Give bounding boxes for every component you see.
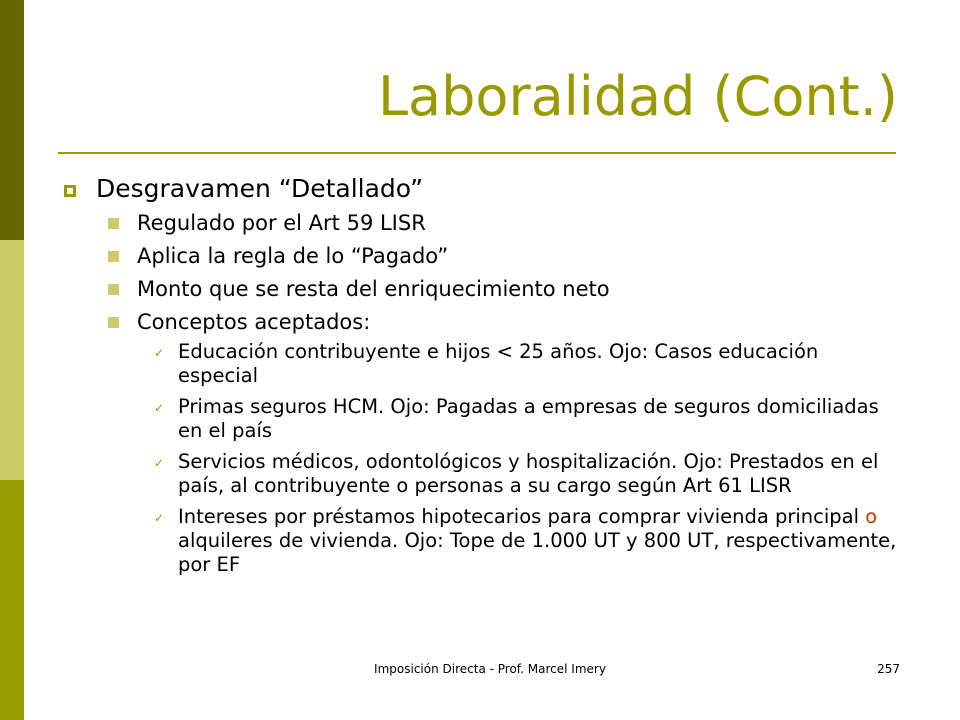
bullet-level3-text: Educación contribuyente e hijos < 25 años. Ojo: Casos educación especial bbox=[178, 340, 819, 387]
bullet-level3-text: Primas seguros HCM. Ojo: Pagadas a empresas de seguros domiciliadas en el país bbox=[178, 395, 879, 442]
footer-text: Imposición Directa - Prof. Marcel Imery bbox=[374, 662, 606, 676]
side-bar-middle bbox=[0, 240, 24, 480]
checkmark-icon: ✓ bbox=[154, 511, 165, 525]
bullet-level3-text: Servicios médicos, odontológicos y hospitalización. Ojo: Prestados en el país, al contribuyente o personas a su cargo según Art 61 LISR bbox=[178, 450, 879, 497]
bullet-level3-text-part2: alquileres de vivienda. Ojo: Tope de 1.000 UT y 800 UT, respectivamente, por EF bbox=[178, 529, 897, 576]
bullet-level3 bbox=[60, 450, 900, 498]
checkmark-icon: ✓ bbox=[154, 401, 165, 415]
hollow-square-bullet-icon bbox=[64, 185, 76, 197]
bullet-level2-text: Regulado por el Art 59 LISR bbox=[137, 211, 426, 235]
bullet-level2 bbox=[60, 307, 900, 337]
side-bar-bottom bbox=[0, 480, 24, 720]
bullet-level2 bbox=[60, 274, 900, 304]
bullet-level3 bbox=[60, 340, 900, 388]
bullet-level3 bbox=[60, 395, 900, 443]
square-bullet-icon bbox=[108, 251, 119, 262]
bullet-level1-text: Desgravamen “Detallado” bbox=[96, 174, 424, 203]
square-bullet-icon bbox=[108, 284, 119, 295]
slide-content bbox=[60, 172, 900, 584]
side-bar-top bbox=[0, 0, 24, 240]
bullet-level2-text: Conceptos aceptados: bbox=[137, 310, 371, 334]
checkmark-icon: ✓ bbox=[154, 456, 165, 470]
bullet-level3 bbox=[60, 505, 900, 577]
bullet-level3-text-part1: Intereses por préstamos hipotecarios para comprar vivienda principal bbox=[178, 505, 866, 528]
bullet-level2 bbox=[60, 208, 900, 238]
square-bullet-icon bbox=[108, 317, 119, 328]
page-number: 257 bbox=[877, 662, 900, 676]
bullet-level1 bbox=[60, 172, 900, 206]
bullet-level2-text: Monto que se resta del enriquecimiento neto bbox=[137, 277, 610, 301]
accepted-concepts-list bbox=[60, 340, 900, 577]
bullet-level2-text: Aplica la regla de lo “Pagado” bbox=[137, 244, 449, 268]
slide-title: Laboralidad (Cont.) bbox=[377, 65, 898, 128]
square-bullet-icon bbox=[108, 218, 119, 229]
accent-letter: o bbox=[865, 505, 878, 528]
bullet-level2 bbox=[60, 241, 900, 271]
checkmark-icon: ✓ bbox=[154, 346, 165, 360]
title-divider bbox=[58, 152, 896, 154]
